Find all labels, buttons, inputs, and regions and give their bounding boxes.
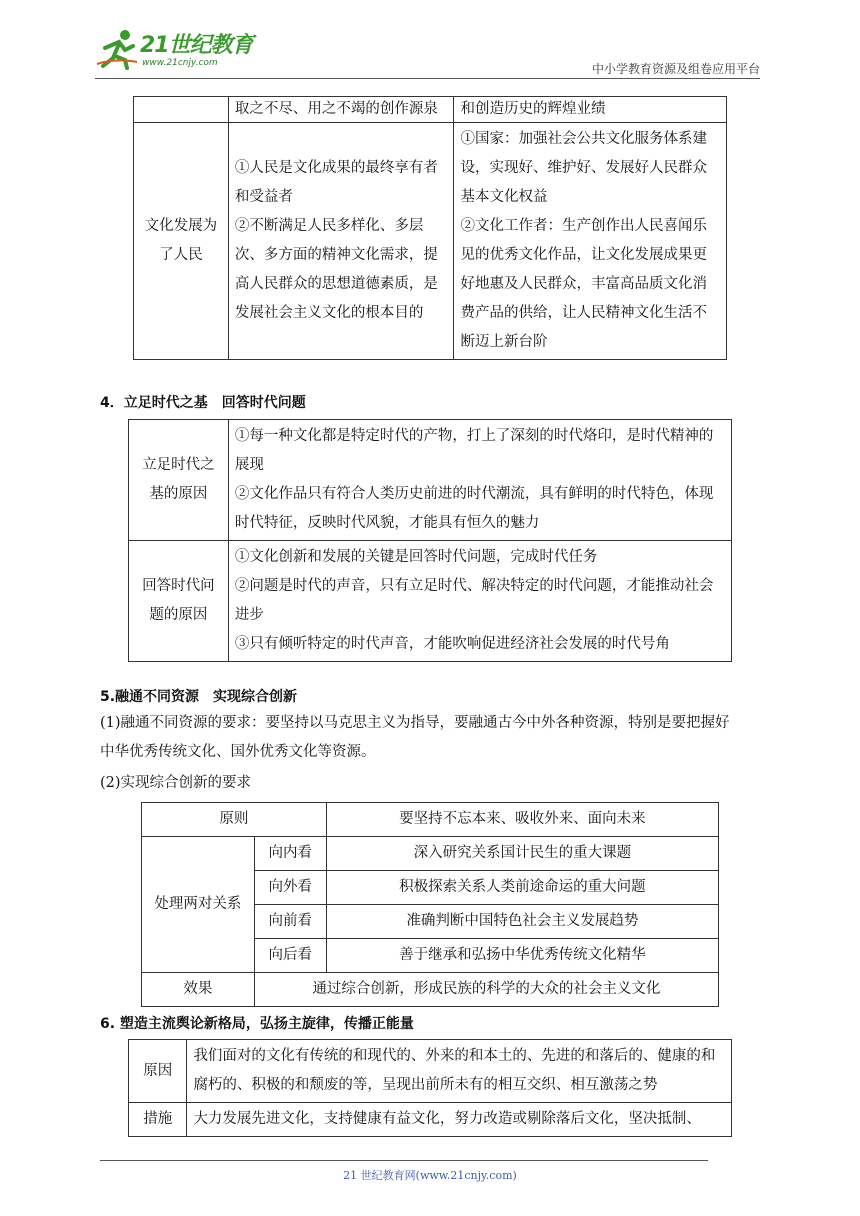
table-cell: 取之不尽、用之不竭的创作源泉 bbox=[228, 97, 454, 123]
reason-label: 原因 bbox=[129, 1040, 187, 1103]
direction-label: 向后看 bbox=[254, 939, 326, 973]
row-label: 立足时代之基的原因 bbox=[129, 420, 229, 541]
direction-label: 向内看 bbox=[254, 837, 326, 871]
table-row bbox=[134, 123, 727, 360]
logo-text: 21世纪教育 bbox=[140, 33, 253, 58]
direction-value: 善于继承和弘扬中华优秀传统文化精华 bbox=[326, 939, 718, 973]
handle-label: 处理两对关系 bbox=[142, 837, 255, 973]
section-4-heading: 4．立足时代之基 回答时代问题 bbox=[100, 395, 306, 411]
public-opinion-table bbox=[128, 1039, 732, 1137]
direction-label: 向前看 bbox=[254, 905, 326, 939]
page-header bbox=[95, 22, 760, 78]
principle-label: 原则 bbox=[142, 803, 327, 837]
section-5-heading: 5.融通不同资源 实现综合创新 bbox=[100, 689, 298, 705]
era-table bbox=[128, 419, 732, 662]
header-divider bbox=[95, 78, 760, 79]
footer-divider bbox=[100, 1160, 708, 1161]
table-row bbox=[129, 541, 732, 662]
footer-link[interactable]: 21 世纪教育网(www.21cnjy.com) bbox=[343, 1169, 517, 1182]
effect-value: 通过综合创新，形成民族的科学的大众的社会主义文化 bbox=[254, 973, 718, 1007]
table-cell: ①人民是文化成果的最终享有者和受益者 ②不断满足人民多样化、多层次、多方面的精神文化需求，提高人民群众的思想道德素质，是发展社会主义文化的根本目的 bbox=[228, 123, 454, 360]
principle-value: 要坚持不忘本来、吸收外来、面向未来 bbox=[326, 803, 718, 837]
table-row bbox=[142, 837, 719, 871]
section-5-para-1: (1)融通不同资源的要求：要坚持以马克思主义为指导，要融通古今中外各种资源，特别是要把握好中华优秀传统文化、国外优秀文化等资源。 bbox=[100, 715, 730, 760]
direction-value: 积极探索关系人类前途命运的重大问题 bbox=[326, 871, 718, 905]
table-cell: 和创造历史的辉煌业绩 bbox=[454, 97, 727, 123]
table-cell bbox=[134, 97, 229, 123]
direction-value: 深入研究关系国计民生的重大课题 bbox=[326, 837, 718, 871]
section-6-heading: 6. 塑造主流舆论新格局，弘扬主旋律，传播正能量 bbox=[100, 1016, 414, 1032]
reason-value: 我们面对的文化有传统的和现代的、外来的和本土的、先进的和落后的、健康的和腐朽的、积极的和颓废的等，呈现出前所未有的相互交织、相互激荡之势 bbox=[187, 1040, 732, 1103]
logo-url: www.21cnjy.com bbox=[142, 58, 218, 68]
table-cell: ①每一种文化都是特定时代的产物，打上了深刻的时代烙印，是时代精神的展现 ②文化作品只有符合人类历史前进的时代潮流，具有鲜明的时代特色，体现时代特征，反映时代风貌，才能具有恒久的魅力 bbox=[228, 420, 731, 541]
measure-label: 措施 bbox=[129, 1103, 187, 1137]
measure-value: 大力发展先进文化，支持健康有益文化，努力改造或剔除落后文化，坚决抵制、 bbox=[187, 1103, 732, 1137]
section-5-para-2: (2)实现综合创新的要求 bbox=[100, 775, 252, 791]
table-cell: ①文化创新和发展的关键是回答时代问题，完成时代任务 ②问题是时代的声音，只有立足时代、解决特定的时代问题，才能推动社会进步 ③只有倾听特定的时代声音，才能吹响促进经济社会发展的时代号角 bbox=[228, 541, 731, 662]
table-row bbox=[129, 420, 732, 541]
table-row bbox=[129, 1040, 732, 1103]
row-label: 回答时代问题的原因 bbox=[129, 541, 229, 662]
direction-value: 准确判断中国特色社会主义发展趋势 bbox=[326, 905, 718, 939]
runner-logo-icon bbox=[95, 28, 139, 70]
table-cell: ①国家：加强社会公共文化服务体系建设，实现好、维护好、发展好人民群众基本文化权益 ②文化工作者：生产创作出人民喜闻乐见的优秀文化作品，让文化发展成果更好地惠及人民群众，丰富高品质文化消费产品的供给，让人民精神文化生活不断迈上新台阶 bbox=[454, 123, 727, 360]
direction-label: 向外看 bbox=[254, 871, 326, 905]
effect-label: 效果 bbox=[142, 973, 255, 1007]
synthesis-table bbox=[141, 802, 719, 1007]
culture-for-people-table bbox=[133, 96, 727, 360]
platform-name: 中小学教育资源及组卷应用平台 bbox=[591, 62, 760, 76]
site-logo[interactable] bbox=[95, 28, 270, 74]
table-row bbox=[142, 803, 719, 837]
table-row bbox=[134, 97, 727, 123]
row-label: 文化发展为了人民 bbox=[134, 123, 229, 360]
table-row bbox=[142, 973, 719, 1007]
table-row bbox=[129, 1103, 732, 1137]
